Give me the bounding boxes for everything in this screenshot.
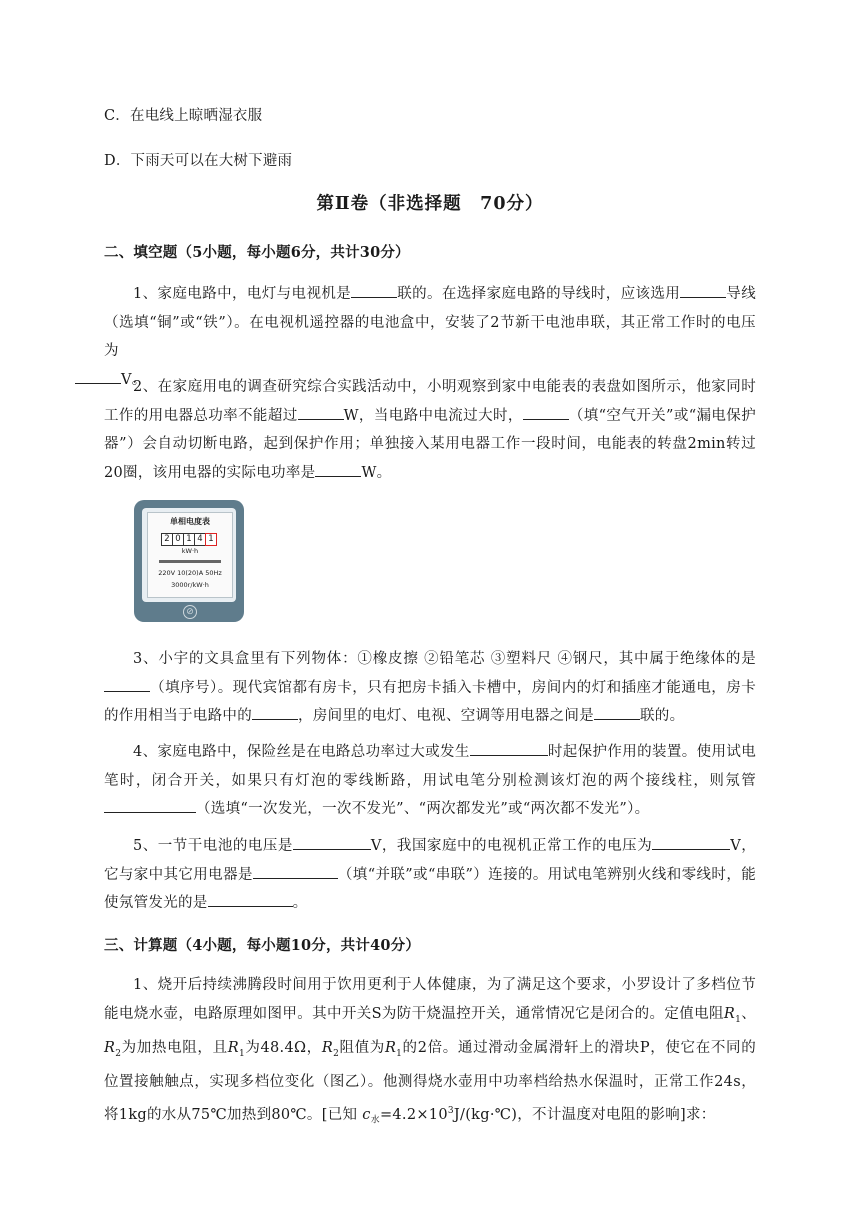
answer-blank[interactable]	[293, 835, 371, 850]
meter-spec-rating: 220V 10(20)A 50Hz	[158, 569, 222, 577]
meter-digit: 0	[172, 533, 184, 546]
answer-blank[interactable]	[208, 892, 293, 907]
answer-blank[interactable]	[253, 864, 338, 879]
meter-digits	[161, 533, 216, 546]
meter-digit: 4	[194, 533, 206, 546]
electric-meter-figure	[134, 500, 244, 622]
fill-question-4: 4、家庭电路中，保险丝是在电路总功率过大或发生 时起保护作用的装置。使用试电笔时，闭合开关，如果只有灯泡的零线断路，用试电笔分别检测该灯泡的两个接线柱，则氖管（选填“一次发光，一次不发光”、“两次都发光”或“两次都不发光”）。	[104, 738, 756, 824]
meter-unit: kW·h	[181, 547, 199, 555]
answer-blank[interactable]	[252, 705, 298, 720]
answer-blank[interactable]	[470, 741, 548, 756]
section2-heading: 二、填空题（5小题，每小题6分，共计30分）	[104, 244, 410, 261]
meter-rotor-bar	[159, 560, 221, 563]
meter-knob-icon: ⊘	[183, 605, 197, 619]
answer-blank[interactable]	[523, 405, 569, 420]
meter-digit-decimal: 1	[205, 533, 217, 546]
part2-title: 第Ⅱ卷（非选择题 70分）	[316, 194, 544, 214]
answer-blank[interactable]	[680, 283, 726, 298]
answer-blank[interactable]	[104, 798, 196, 813]
section3-heading: 三、计算题（4小题，每小题10分，共计40分）	[104, 937, 421, 954]
fill-question-5: 5、一节干电池的电压是 V，我国家庭中的电视机正常工作的电压为 V，它与家中其它用电器是 （填“并联”或“串联”）连接的。用试电笔辨别火线和零线时，能使氖管发光的是 。	[104, 832, 756, 918]
meter-digit: 1	[183, 533, 195, 546]
answer-blank[interactable]	[652, 835, 730, 850]
answer-blank[interactable]	[315, 462, 361, 477]
fill-question-1: 1、家庭电路中，电灯与电视机是 联的。在选择家庭电路的导线时，应该选用 导线（选填“铜”或“铁”）。在电视机遥控器的电池盒中，安装了2节新干电池串联，其正常工作时的电压为 V。	[104, 280, 756, 394]
answer-blank[interactable]	[351, 283, 397, 298]
meter-title: 单相电度表	[170, 517, 210, 526]
option-c: C．在电线上晾晒湿衣服	[104, 108, 263, 124]
answer-blank[interactable]	[298, 405, 344, 420]
calc-question-1: 1、烧开后持续沸腾段时间用于饮用更利于人体健康，为了满足这个要求，小罗设计了多档位节能电烧水壶，电路原理如图甲。其中开关S为防干烧温控开关，通常情况它是闭合的。定值电阻$R_1$、$R_2$为加热电阻，且$R_1$为48.4Ω，$R_2$阻值为$R_1$的2倍。通过滑动金属滑轩上的滑块P，使它在不同的位置接触触点，实现多档位变化（图乙）。他测得烧水壶用中功率档给热水保温时，正常工作24s，将1kg的水从75℃加热到80℃。[已知 $c_水=4.2\times 10^3J/(kg\cdot℃)$，不计温度对电阻的影响]求：	[104, 977, 756, 1126]
meter-face	[147, 512, 233, 598]
meter-spec-constant: 3000r/kW·h	[171, 581, 209, 589]
fill-question-2: 2、在家庭用电的调查研究综合实践活动中，小明观察到家中电能表的表盘如图所示，他家同时工作的用电器总功率不能超过 W，当电路中电流过大时， （填“空气开关”或“漏电保护器”）会自动切断电路，起到保护作用；单独接入某用电器工作一段时间，电能表的转盘2min转过20圈，该用电器的实际电功率是 W。	[104, 379, 756, 481]
answer-blank[interactable]	[104, 677, 150, 692]
meter-digit: 2	[161, 533, 173, 546]
fill-question-3: 3、小宇的文具盒里有下列物体：①橡皮擦 ②铅笔芯 ③塑料尺 ④钢尺，其中属于绝缘体的是（填序号）。现代宾馆都有房卡，只有把房卡插入卡槽中，房间内的灯和插座才能通电，房卡的作用相当于电路中的 ，房间里的电灯、电视、空调等用电器之间是 联的。	[104, 651, 756, 724]
answer-blank[interactable]	[594, 705, 640, 720]
option-d: D．下雨天可以在大树下避雨	[104, 153, 293, 169]
